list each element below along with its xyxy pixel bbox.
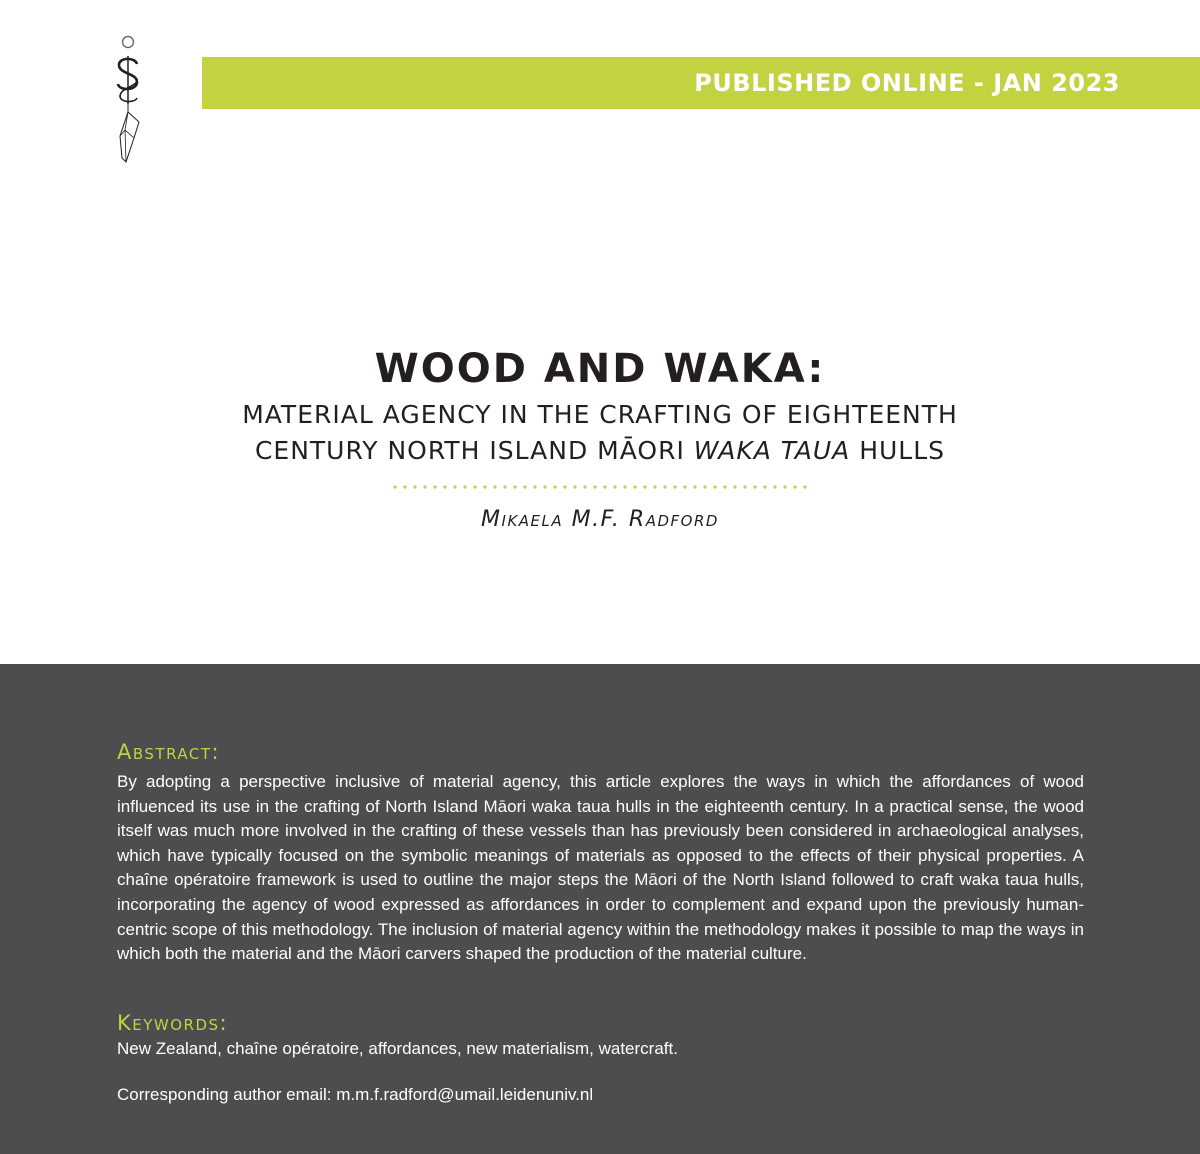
publication-banner xyxy=(202,57,1200,109)
journal-logo-icon xyxy=(108,32,148,168)
corresponding-author-email: Corresponding author email: m.m.f.radford@umail.leidenuniv.nl xyxy=(117,1085,594,1104)
subtitle-italic-term: WAKA TAUA xyxy=(693,436,851,465)
dotted-divider xyxy=(390,485,810,489)
subtitle-line-1: MATERIAL AGENCY IN THE CRAFTING OF EIGHTEENTH xyxy=(242,400,958,429)
abstract-heading: Abstract: xyxy=(117,740,221,764)
keywords-heading: Keywords: xyxy=(117,1011,229,1035)
subtitle-line-2 xyxy=(0,433,1200,469)
subtitle-line-2-suffix: HULLS xyxy=(850,436,946,465)
abstract-body: By adopting a perspective inclusive of material agency, this article explores the ways in which the affordances of wood influenced its use in the crafting of North Island Māori waka taua hulls in the eighteenth century. In a practical sense, the wood itself was much more involved in the crafting of these vessels than has previously been considered in archaeological analyses, which have typically focused on the symbolic meanings of materials as opposed to the effects of their physical properties. A chaîne opératoire framework is used to outline the major steps the Māori of the North Island followed to craft waka taua hulls, incorporating the agency of wood expressed as affordances in order to complement and expand upon the previously human-centric scope of this methodology. The inclusion of material agency within the methodology makes it possible to map the ways in which both the material and the Māori carvers shaped the production of the material culture. xyxy=(117,772,1084,964)
title-block xyxy=(0,345,1200,532)
subtitle-line-2-prefix: CENTURY NORTH ISLAND MĀORI xyxy=(254,436,694,465)
keywords-list: New Zealand, chaîne opératoire, affordances, new materialism, watercraft. xyxy=(117,1039,678,1058)
author-name: Mikaela M.F. Radford xyxy=(481,507,719,532)
publication-date-label: PUBLISHED ONLINE - JAN 2023 xyxy=(694,69,1120,97)
article-title: WOOD AND WAKA: xyxy=(374,346,826,392)
article-subtitle xyxy=(0,397,1200,469)
